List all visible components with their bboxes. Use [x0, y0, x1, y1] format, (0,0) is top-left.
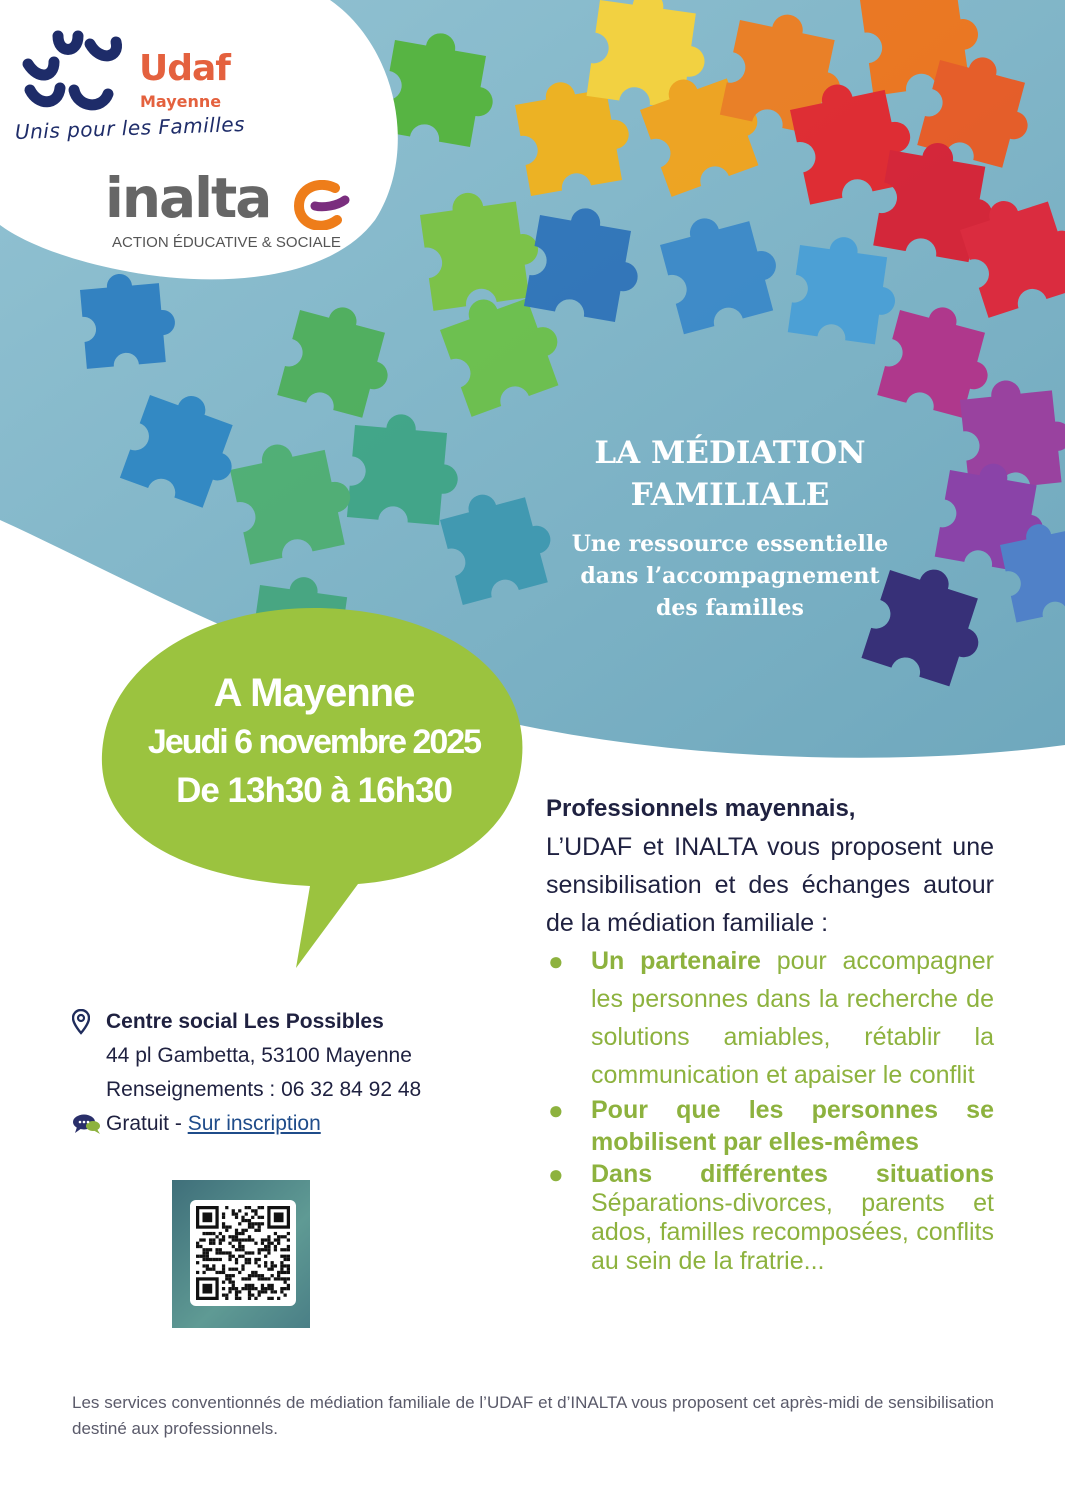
subtitle-line-1: Une ressource essentielle [571, 531, 889, 557]
inalta-logo-icon [293, 180, 351, 230]
qr-code-frame [172, 1180, 310, 1328]
subtitle-line-2: dans l’accompagnement [580, 563, 880, 589]
price-label: Gratuit - [106, 1112, 188, 1135]
venue-phone: Renseignements : 06 32 84 92 48 [106, 1078, 422, 1101]
location-pin-icon [72, 1009, 106, 1035]
bullet-dot-icon: ● [548, 946, 564, 976]
udaf-slogan: Unis pour les Familles [14, 111, 246, 144]
bullet-strong: Dans différentes situations [591, 1160, 994, 1188]
bullet-text: Séparations-divorces, parents et ados, familles recomposées, conflits au sein de la fratrie... [591, 1189, 994, 1275]
subtitle-line-3: des familles [656, 595, 804, 621]
registration-link[interactable]: Sur inscription [187, 1112, 321, 1135]
udaf-region: Mayenne [140, 92, 222, 111]
list-item [546, 942, 1001, 1094]
inalta-name: inalta [105, 166, 271, 230]
list-item [546, 1094, 994, 1158]
bullet-strong: Un partenaire [591, 947, 761, 975]
inalta-tagline: ACTION ÉDUCATIVE & SOCIALE [112, 234, 341, 251]
chat-bubbles-icon [72, 1113, 106, 1135]
bullet-text: pour accompagner les personnes dans la recherche de solutions amiables, rétablir la communication et apaiser le conflit [591, 947, 1001, 1089]
list-item [546, 1160, 994, 1276]
bullet-strong: Pour que les personnes se mobilisent par elles-mêmes [591, 1096, 994, 1156]
bullet-dot-icon: ● [548, 1159, 564, 1189]
title-line-2: FAMILIALE [630, 477, 830, 513]
footnote: Les services conventionnés de médiation familiale de l’UDAF et d’INALTA vous proposent cet après-midi de sensibilisation destiné aux professionnels. [72, 1393, 994, 1438]
qr-code-icon [196, 1206, 290, 1300]
venue-name: Centre social Les Possibles [106, 1010, 384, 1033]
event-time: De 13h30 à 16h30 [176, 771, 452, 810]
title-line-1: LA MÉDIATION [594, 435, 866, 471]
qr-code[interactable] [190, 1200, 296, 1306]
benefits-list [546, 942, 1001, 1276]
udaf-name: Udaf [139, 48, 230, 89]
intro-text [546, 790, 994, 942]
bullet-dot-icon: ● [548, 1095, 564, 1125]
venue-info [72, 1005, 421, 1141]
intro-lead: Professionnels mayennais, [546, 795, 856, 822]
event-details [98, 668, 530, 816]
venue-address: 44 pl Gambetta, 53100 Mayenne [106, 1044, 412, 1067]
intro-paragraph: L’UDAF et INALTA vous proposent une sensibilisation et des échanges autour de la médiation familiale : [546, 833, 994, 937]
event-place: A Mayenne [213, 671, 415, 715]
udaf-logo-icon [18, 28, 130, 124]
event-date: Jeudi 6 novembre 2025 [147, 723, 481, 761]
event-title-block [520, 432, 940, 624]
